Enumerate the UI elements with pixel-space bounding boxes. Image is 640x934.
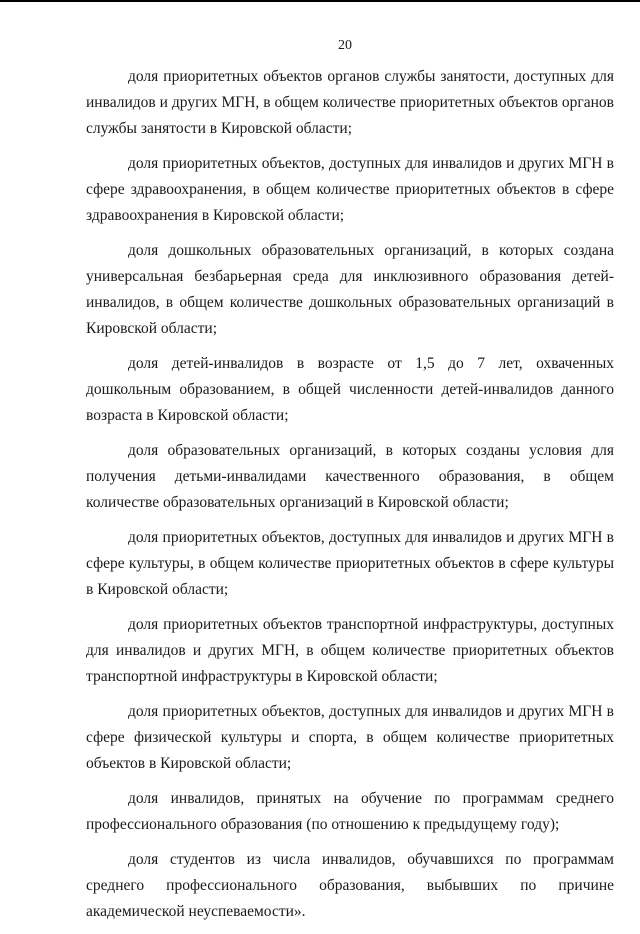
paragraph-sports: доля приоритетных объектов, доступных для инвалидов и других МГН в сфере физической культуры и спорта, в общем количестве приоритетных объектов в Кировской области; (86, 703, 614, 772)
paragraph-vocational-dropout: доля студентов из числа инвалидов, обучавшихся по программам среднего профессионального образования, выбывших по причине академической неуспеваемости». (86, 851, 614, 920)
paragraph-employment-service: доля приоритетных объектов органов службы занятости, доступных для инвалидов и других МГН, в общем количестве приоритетных объектов органов службы занятости в Кировской области; (86, 68, 614, 137)
paragraph-educational-organizations: доля образовательных организаций, в которых созданы условия для получения детьми-инвалидами качественного образования, в общем количестве образовательных организаций в Кировской области; (86, 442, 614, 511)
paragraph-transport: доля приоритетных объектов транспортной инфраструктуры, доступных для инвалидов и других МГН, в общем количестве приоритетных объектов транспортной инфраструктуры в Кировской области; (86, 616, 614, 685)
paragraph-healthcare: доля приоритетных объектов, доступных для инвалидов и других МГН в сфере здравоохранения, в общем количестве приоритетных объектов в сфере здравоохранения в Кировской области; (86, 155, 614, 224)
paragraph-preschool-organizations: доля дошкольных образовательных организаций, в которых создана универсальная безбарьерная среда для инклюзивного образования детей-инвалидов, в общем количестве дошкольных образовательных организаций в Кировской области; (86, 242, 614, 337)
paragraph-culture: доля приоритетных объектов, доступных для инвалидов и других МГН в сфере культуры, в общем количестве приоритетных объектов в сфере культуры в Кировской области; (86, 529, 614, 598)
top-border-line (0, 0, 640, 2)
page-number: 20 (338, 38, 352, 53)
paragraph-preschool-children: доля детей-инвалидов в возрасте от 1,5 до 7 лет, охваченных дошкольным образованием, в общей численности детей-инвалидов данного возраста в Кировской области; (86, 355, 614, 424)
document-body (86, 64, 614, 934)
paragraph-vocational-enrollment: доля инвалидов, принятых на обучение по программам среднего профессионального образования (по отношению к предыдущему году); (86, 790, 614, 833)
